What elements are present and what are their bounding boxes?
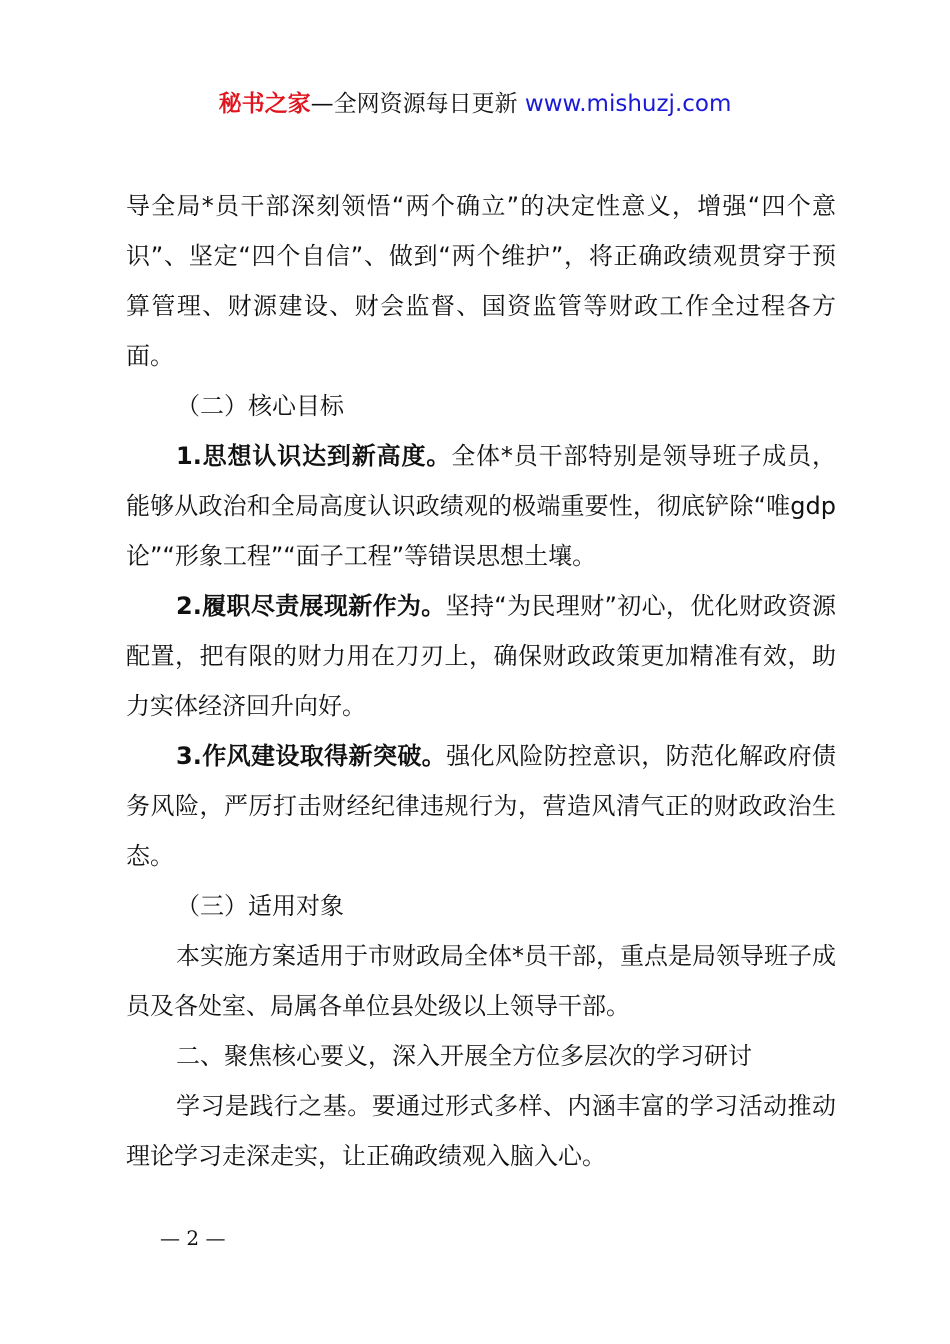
goal-item-3 — [126, 731, 836, 881]
goal-text: 强化风险防控意识，防范化解政府债务风险，严厉打击财经纪律违规行为，营造风清气正的财政政治生态。 — [126, 742, 836, 870]
goal-text: 全体*员干部特别是领导班子成员，能够从政治和全局高度认识政绩观的极端重要性，彻底铲除“唯gdp论”“形象工程”“面子工程”等错误思想土壤。 — [126, 442, 836, 570]
section-heading-core-goals — [126, 381, 836, 431]
goal-lead: 2.履职尽责展现新作为。 — [176, 592, 446, 620]
goal-text: 坚持“为民理财”初心，优化财政资源配置，把有限的财力用在刀刃上，确保财政政策更加精准有效，助力实体经济回升向好。 — [126, 592, 836, 720]
site-watermark-header — [0, 86, 950, 122]
section-heading-study — [126, 1031, 836, 1081]
watermark-brand: 秘书之家 — [218, 91, 311, 117]
paragraph-continuation — [126, 181, 836, 381]
watermark-url: www.mishuzj.com — [524, 91, 732, 117]
paragraph-study — [126, 1081, 836, 1181]
page-number: — 2 — — [160, 1226, 226, 1250]
paragraph-text: 本实施方案适用于市财政局全体*员干部，重点是局领导班子成员及各处室、局属各单位县处级以上领导干部。 — [126, 942, 836, 1020]
watermark-tagline: —全网资源每日更新 — [310, 91, 525, 117]
paragraph-text: 学习是践行之基。要通过形式多样、内涵丰富的学习活动推动理论学习走深走实，让正确政绩观入脑入心。 — [126, 1092, 836, 1170]
paragraph-scope — [126, 931, 836, 1031]
heading-text: （三）适用对象 — [176, 892, 344, 920]
document-body — [126, 181, 836, 1181]
goal-item-2 — [126, 581, 836, 731]
paragraph-text: 导全局*员干部深刻领悟“两个确立”的决定性意义，增强“四个意识”、坚定“四个自信”、做到“两个维护”，将正确政绩观贯穿于预算管理、财源建设、财会监督、国资监管等财政工作全过程各方面。 — [126, 192, 836, 370]
goal-lead: 1.思想认识达到新高度。 — [176, 442, 452, 470]
heading-text: 二、聚焦核心要义，深入开展全方位多层次的学习研讨 — [176, 1042, 752, 1070]
section-heading-scope — [126, 881, 836, 931]
heading-text: （二）核心目标 — [176, 392, 344, 420]
goal-item-1 — [126, 431, 836, 581]
goal-lead: 3.作风建设取得新突破。 — [176, 742, 447, 770]
